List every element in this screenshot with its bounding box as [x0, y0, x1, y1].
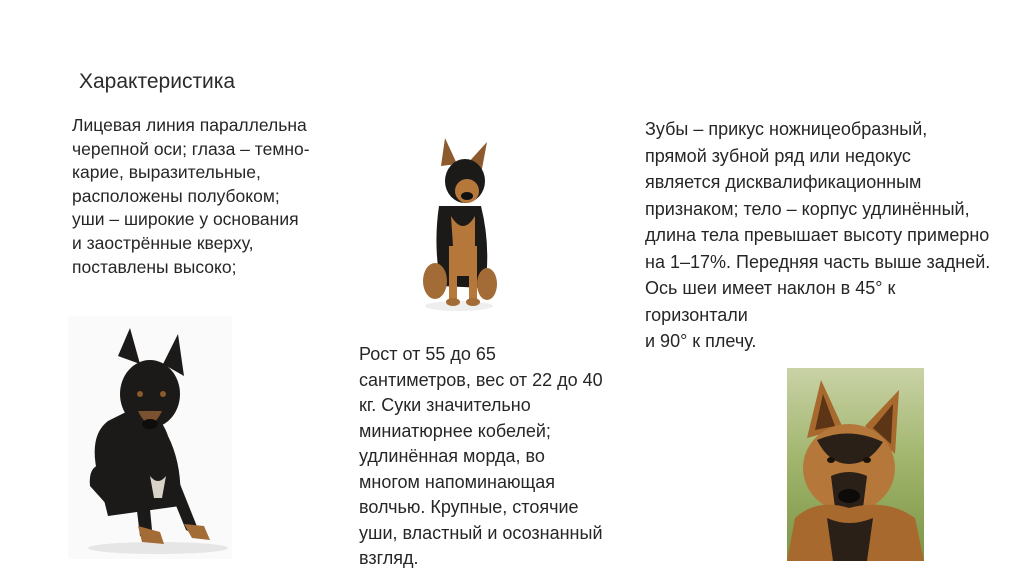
black-dog-lying-photo: [68, 316, 232, 559]
sitting-puppy-photo: [415, 136, 501, 316]
shepherd-head-photo: [787, 368, 924, 561]
head-features-text: Лицевая линия параллельна черепной оси; глаза – темно- карие, выразительные, расположены полубоком; уши – широкие у основания и заострённые кверху, поставлены высоко;: [72, 115, 310, 277]
size-description-text: Рост от 55 до 65 сантиметров, вес от 22 до 40 кг. Суки значительно миниатюрнее кобелей; удлинённая морда, во многом напоминающая волчью. Крупные, стоячие уши, властный и осознанный взгляд.: [359, 344, 603, 568]
slide-title: Характеристика: [79, 70, 236, 93]
teeth-body-description-text: Зубы – прикус ножницеобразный, прямой зубной ряд или недокус является дисквалификационным признаком; тело – корпус удлинённый, длина тела превышает высоту примерно на 1–17%. Передняя часть выше задней. Ось шеи имеет наклон в 45° к горизонтали и 90° к плечу.: [645, 119, 991, 351]
